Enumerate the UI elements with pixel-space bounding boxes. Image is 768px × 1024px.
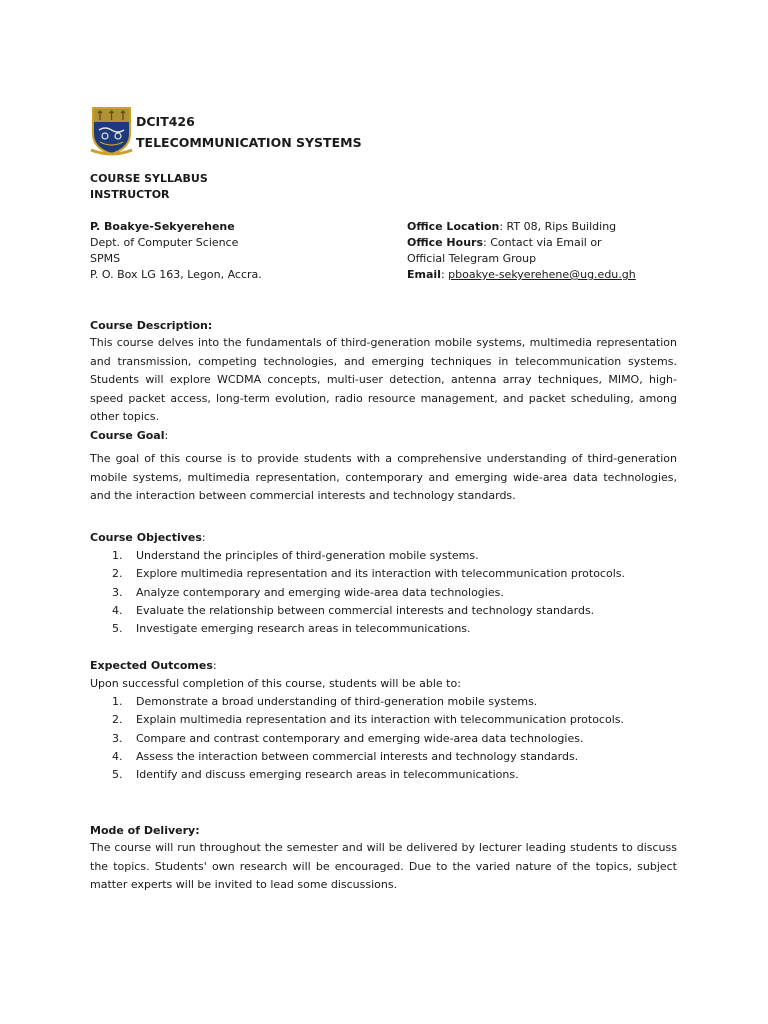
list-number: 1. [112, 549, 123, 562]
office-email [407, 267, 636, 283]
list-text: Explore multimedia representation and its interaction with telecommunication protocols. [136, 567, 625, 581]
list-item [112, 766, 624, 784]
outcomes-list [112, 693, 624, 784]
list-item [112, 730, 624, 748]
list-item [112, 748, 624, 766]
list-text: Explain multimedia representation and its interaction with telecommunication protocols. [136, 713, 624, 727]
list-number: 3. [112, 731, 123, 745]
list-text: Analyze contemporary and emerging wide-area data technologies. [136, 585, 504, 599]
outcomes-heading [90, 658, 217, 674]
course-name: TELECOMMUNICATION SYSTEMS [136, 135, 362, 150]
list-item [112, 602, 625, 620]
outcomes-heading-label: Expected Outcomes [90, 659, 213, 672]
office-location-value: : RT 08, Rips Building [499, 220, 617, 233]
office-location [407, 219, 616, 235]
objectives-heading-colon: : [201, 531, 206, 544]
list-number: 5. [112, 768, 123, 782]
list-text: Understand the principles of third-generation mobile systems. [136, 549, 479, 562]
email-separator: : [440, 268, 449, 281]
list-text: Evaluate the relationship between commercial interests and technology standards. [136, 603, 595, 617]
list-text: Investigate emerging research areas in telecommunications. [136, 622, 471, 636]
objectives-heading [90, 530, 206, 546]
list-item [112, 693, 624, 711]
list-text: Identify and discuss emerging research areas in telecommunications. [136, 768, 519, 782]
goal-heading-label: Course Goal [90, 429, 165, 442]
delivery-heading: Mode of Delivery: [90, 824, 200, 837]
list-number: 2. [112, 567, 123, 581]
syllabus-heading: COURSE SYLLABUS [90, 172, 208, 185]
list-number: 3. [112, 585, 123, 599]
email-label: Email [407, 268, 441, 281]
list-number: 2. [112, 713, 123, 727]
office-hours-continued: Official Telegram Group [407, 252, 537, 265]
list-item [112, 711, 624, 729]
list-item [112, 565, 625, 583]
office-location-label: Office Location [407, 220, 500, 233]
outcomes-intro: Upon successful completion of this course, students will be able to: [90, 677, 461, 690]
office-hours [407, 235, 602, 251]
office-hours-value: : Contact via Email or [483, 236, 602, 249]
outcomes-heading-colon: : [212, 659, 217, 672]
instructor-heading: INSTRUCTOR [90, 188, 170, 201]
description-text: This course delves into the fundamentals of third-generation mobile systems, multimedia representation and transmission, competing technologies, and emerging techniques in telecommunication systems. Students will explore WCDMA concepts, multi-user detection, antenna array techniques, MIMO, high-speed packet access, long-term evolution, radio resource management, and packet scheduling, among other topics. [90, 336, 677, 424]
office-hours-label: Office Hours [407, 236, 483, 249]
list-item [112, 584, 625, 602]
university-crest-icon [90, 106, 133, 156]
objectives-list [112, 547, 625, 638]
delivery-text: The course will run throughout the semester and will be delivered by lecturer leading students to discuss the topics. Students' own research will be encouraged. Due to the varied nature of the topics, subject matter experts will be invited to lead some discussions. [90, 841, 677, 892]
list-item [112, 620, 625, 638]
list-number: 4. [112, 603, 123, 617]
list-text: Assess the interaction between commercial interests and technology standards. [136, 749, 579, 763]
list-number: 5. [112, 622, 123, 636]
instructor-dept: Dept. of Computer Science [90, 236, 239, 249]
list-text: Compare and contrast contemporary and emerging wide-area data technologies. [136, 731, 584, 745]
list-number: 1. [112, 695, 123, 708]
list-text: Demonstrate a broad understanding of third-generation mobile systems. [136, 695, 538, 708]
list-number: 4. [112, 749, 123, 763]
objectives-heading-label: Course Objectives [90, 531, 202, 544]
goal-text: The goal of this course is to provide students with a comprehensive understanding of third-generation mobile systems, multimedia representation, contemporary and emerging wide-area data technologies, and the interaction between commercial interests and technology standards. [90, 452, 677, 503]
instructor-address: P. O. Box LG 163, Legon, Accra. [90, 268, 262, 281]
goal-heading-colon: : [164, 429, 169, 442]
email-link[interactable]: pboakye-sekyerehene@ug.edu.gh [448, 268, 636, 281]
course-code: DCIT426 [136, 114, 195, 129]
list-item [112, 547, 625, 565]
description-heading: Course Description: [90, 319, 213, 332]
goal-heading [90, 428, 168, 444]
instructor-name: P. Boakye-Sekyerehene [90, 220, 235, 233]
instructor-school: SPMS [90, 252, 121, 265]
